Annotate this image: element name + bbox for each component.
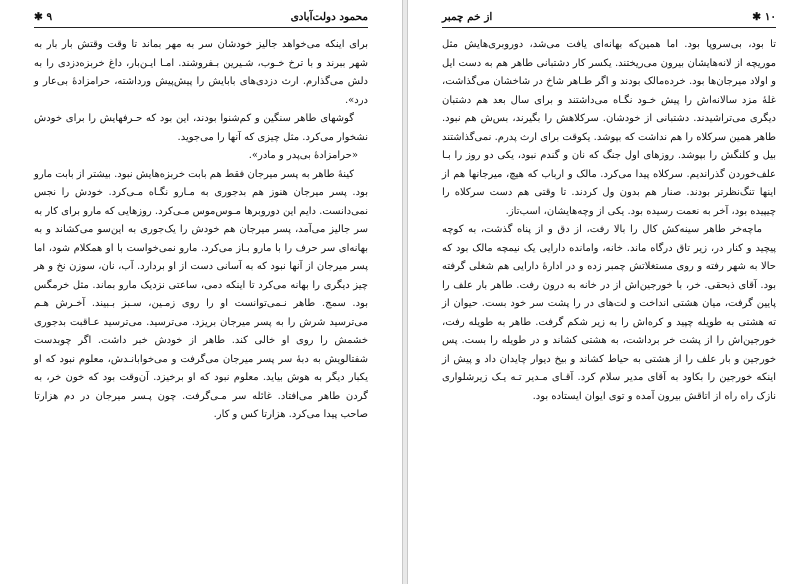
- left-page-number: ۹ ✱: [34, 11, 53, 23]
- right-page: [407, 0, 810, 584]
- left-page-header: [34, 8, 368, 26]
- paragraph: کینهٔ طاهر به پسر میرجان فقط هم بابت خربزه‌هایش نبود. بیشتر از بابت مارو بود. پسر میرجان هنوز هم بدجوری به مـارو نگـاه مـی‌کرد. خودش را نجس نمی‌دانست. دایم این دوروبرها مـوس‌موس مـی‌کرد. روزهایی که مارو برای کار به سر جالیز می‌آمد، پسر میرجان هم خودش را یک‌جوری به این‌سو می‌کشاند و به بهانه‌ای سر حرف را با مارو بـاز می‌کرد. مارو نمی‌خواست با او همکلام شود، اما پسر میرجان از آنها نبود که به آسانی دست از او بردارد. آب، نان، سوزن نخ و هر چیز دیگری را بهانه می‌کرد تا اینکه دمی، ساعتی نزدیک مارو بماند. مثل خرمگس بود. سمج. طاهر نـمی‌توانست او را روی زمـین، سـبز بـبیند. آخـرش هـم می‌ترسید شرش را به پسر میرجان بریزد. می‌ترسید. می‌ترسید عـاقبت بدجوری خشمش را روی او خالی کند. طاهر از خودش خبر داشت. اگر چوبدست شفتالویش به دبهٔ سر پسر میرجان می‌گرفت و می‌خوابانـدش، معلوم نبود که او یکبار دیگر به هوش بیاید. معلوم نبود که او برخیزد. آن‌وقت بود که خون خر، به گردن طاهر می‌افتاد. غائله سر مـی‌گرفت. چون پـسر میرجان در دم هزارتا صاحب پیدا می‌کرد. هزارتا کس و کار.: [34, 168, 368, 420]
- left-page-body: [34, 36, 368, 572]
- quoted-line: «حرامزادهٔ بی‌پدر و مادر».: [248, 150, 358, 161]
- left-header-title: محمود دولت‌آبادی: [290, 11, 368, 23]
- right-header-title: از خم چمبر: [442, 11, 493, 23]
- right-page-body: [442, 36, 776, 572]
- paragraph: گوشهای طاهر سنگین و کم‌شنوا بودند، این بود که حـرفهایش را برای خودش نشخوار می‌کرد. مثل چیزی که آنها را می‌جوید.: [34, 113, 368, 143]
- paragraph: برای اینکه می‌خواهد جالیز خودشان سر به مهر بماند تا وقت وقتش بار بار به شهر ببرند و با ترخ خـوب، شـیرین بـفروشند. امـا ایـن‌بار، داغ خربزه‌دزدی را به دلش می‌گذارم. ارث دزدی‌های بابایش را پیش‌پیش ورداشته، حرامزادهٔ بی‌عار و درد».: [34, 39, 368, 106]
- right-header-rule: [442, 27, 776, 28]
- left-header-rule: [34, 27, 368, 28]
- paragraph: ماچه‌خر طاهر سینه‌کش کال را بالا رفت، از دق و از پناه گذشت، به کوچه پیچید و کنار در، زیر تاق درگاه ماند. خانه، وامانده دارایی یک نیمچه مالک بود که حالا به شهر رفته و روی مستغلاتش چمبر زده و در ادارهٔ دارایی هم شغلی گرفته بود. آقای ذبحقی. خر، با خورجین‌اش از در خانه به درون رفت. طاهر بار علف را پایین گرفت، میان هشتی انداخت و لت‌های در را پشت سر خود بست. حیوان از ته هشتی به طویله چپید و کره‌اش را به زیر شکم گرفت. طاهر به طویله رفت، خورجین‌اش را از پشت خر برداشت، به هشتی کشاند و در طویله را بست. پس خورجین و بار علف را از هشتی به حیاط کشاند و بیخ دیوار چایدان داد و پیش از اینکه خورجین را بکاود به آقای مدیر سلام کرد. آقـای مـدیر تـه یـک زیرشلواری نازک راه راه از اتاقش بیرون آمده و توی ایوان ایستاده بود.: [442, 224, 776, 402]
- right-page-number: ۱۰ ✱: [752, 11, 776, 23]
- left-page: [0, 0, 403, 584]
- paragraph: تا بود، بی‌سروپا بود. اما همین‌که بهانه‌ای یافت می‌شد، دوروبری‌هایش مثل موریچه از لانه‌هایشان بیرون می‌ریختند. یکسر کار دشتبانی طاهر هم به دست ایل و اولاد میرجان‌ها بود. خرده‌مالک بودند و اگر طـاهر شاخ در شاخشان می‌گذاشت، غلهٔ مزد سالانه‌اش را پیش خـود نگـاه می‌داشتند و برای سال بعد هم دشتبان دیگری می‌تراشیدند. دشتبانی از خودشان. سرکلاهش را بگیرند، بس‌ش هم نبود. طاهر همین سرکلاه را هم نداشت که بپوشد. یکوقت برای ارث پدرم. نمی‌گذاشتند بیل و کلنگش را بپوشد. روزهای اول جنگ که نان و گندم نبود، یکی دو روز را بـا علف‌خوردن گذراندیم. سرکلاه پیدا می‌کرد. مالک و ارباب که هیچ، میرجانها هم از اینها تنگ‌نظرتر بودند. صنار هم بدون ول کردند. تا وقتی هم دست سرکلاه را چیپیده بود، آخر به نعمت رسیده بود. یکی از وچه‌هایشان، اسب‌تاز.: [442, 39, 776, 217]
- right-page-header: [442, 8, 776, 26]
